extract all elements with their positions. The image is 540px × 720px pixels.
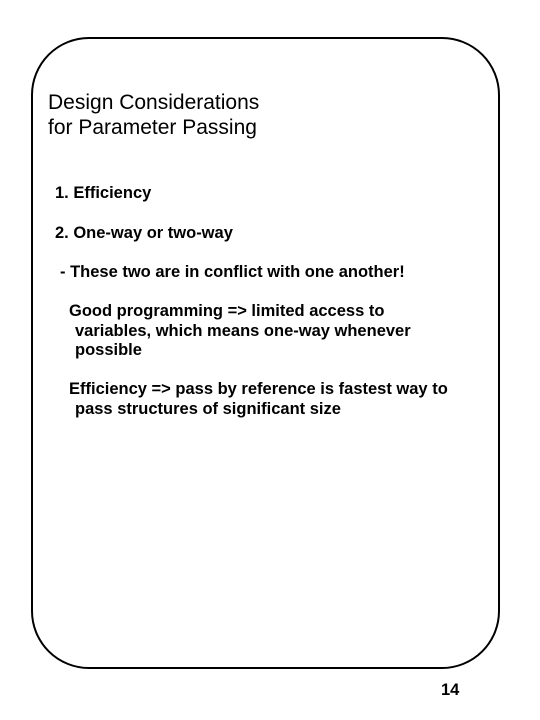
good-programming-line-2: variables, which means one-way whenever <box>75 321 411 340</box>
good-programming-line-1: Good programming => limited access to <box>69 302 385 320</box>
conflict-note: - These two are in conflict with one another! <box>60 263 405 281</box>
good-programming-paragraph <box>69 302 411 361</box>
efficiency-line-1: Efficiency => pass by reference is fastest way to <box>69 380 448 398</box>
efficiency-paragraph <box>69 380 448 419</box>
page-number: 14 <box>441 681 460 699</box>
point-one-way-two-way: 2. One-way or two-way <box>55 224 233 242</box>
slide-title: Design Considerations for Parameter Passing <box>48 91 260 139</box>
point-efficiency: 1. Efficiency <box>55 184 152 202</box>
good-programming-line-3: possible <box>75 341 142 359</box>
efficiency-line-2: pass structures of significant size <box>75 399 341 418</box>
